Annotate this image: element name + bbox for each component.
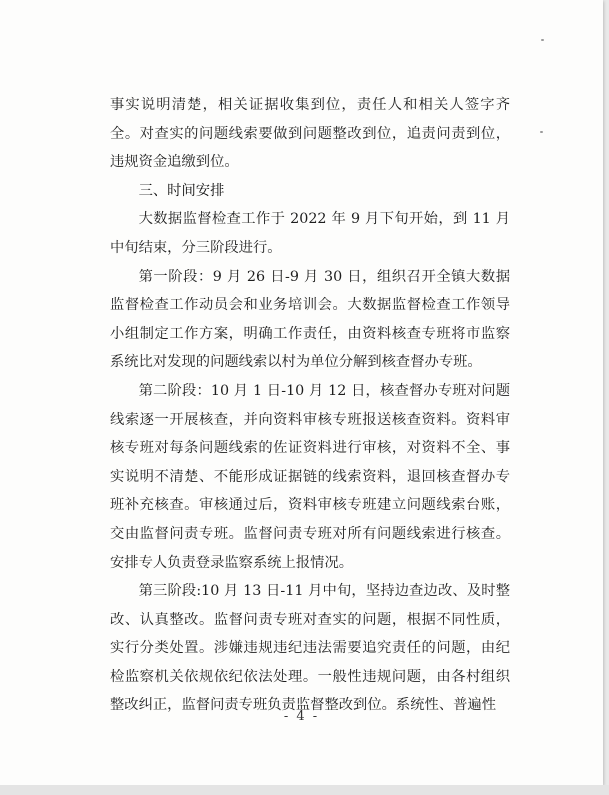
page-number: - 4 -	[283, 709, 320, 724]
scan-speck	[541, 39, 544, 41]
paragraph-continuation: 事实说明清楚，相关证据收集到位，责任人和相关人签字齐全。对查实的问题线索要做到问题整改到位，追责问责到位，违规资金追缴到位。	[110, 97, 510, 171]
paragraph-phase-one: 第一阶段：9 月 26 日-9 月 30 日，组织召开全镇大数据监督检查工作动员会和业务培训会。大数据监督检查工作领导小组制定工作方案，明确工作责任，由资料核查专班将市监察系统比对发现的问题线索以村为单位分解到核查督办专班。	[110, 268, 510, 371]
viewer-bottom-bar	[0, 785, 609, 795]
paragraph-schedule-overview: 大数据监督检查工作于 2022 年 9 月下旬开始，到 11 月中旬结束，分三阶段进行。	[110, 211, 510, 256]
scan-speck	[540, 131, 543, 133]
paragraph-phase-three: 第三阶段:10 月 13 日-11 月中旬，坚持边查边改、及时整改、认真整改。监督问责专班对查实的问题，根据不同性质，实行分类处置。涉嫌违规违纪违法需要追究责任的问题，由纪检监察机关依规依纪依法处理。一般性违规问题，由各村组织整改纠正，监督问责专班负责监督整改到位。系统性、普遍性	[110, 583, 510, 714]
section-heading: 三、时间安排	[138, 182, 225, 199]
body-text	[110, 91, 510, 720]
paragraph-phase-two: 第二阶段：10 月 1 日-10 月 12 日，核查督办专班对问题线索逐一开展核查，并向资料审核专班报送核查资料。资料审核专班对每条问题线索的佐证资料进行审核，对资料不全、事实说明不清楚、不能形成证据链的线索资料，退回核查督办专班补充核查。审核通过后，资料审核专班建立问题线索台账，交由监督问责专班。监督问责专班对所有问题线索进行核查。安排专人负责登录监察系统上报情况。	[110, 382, 510, 571]
